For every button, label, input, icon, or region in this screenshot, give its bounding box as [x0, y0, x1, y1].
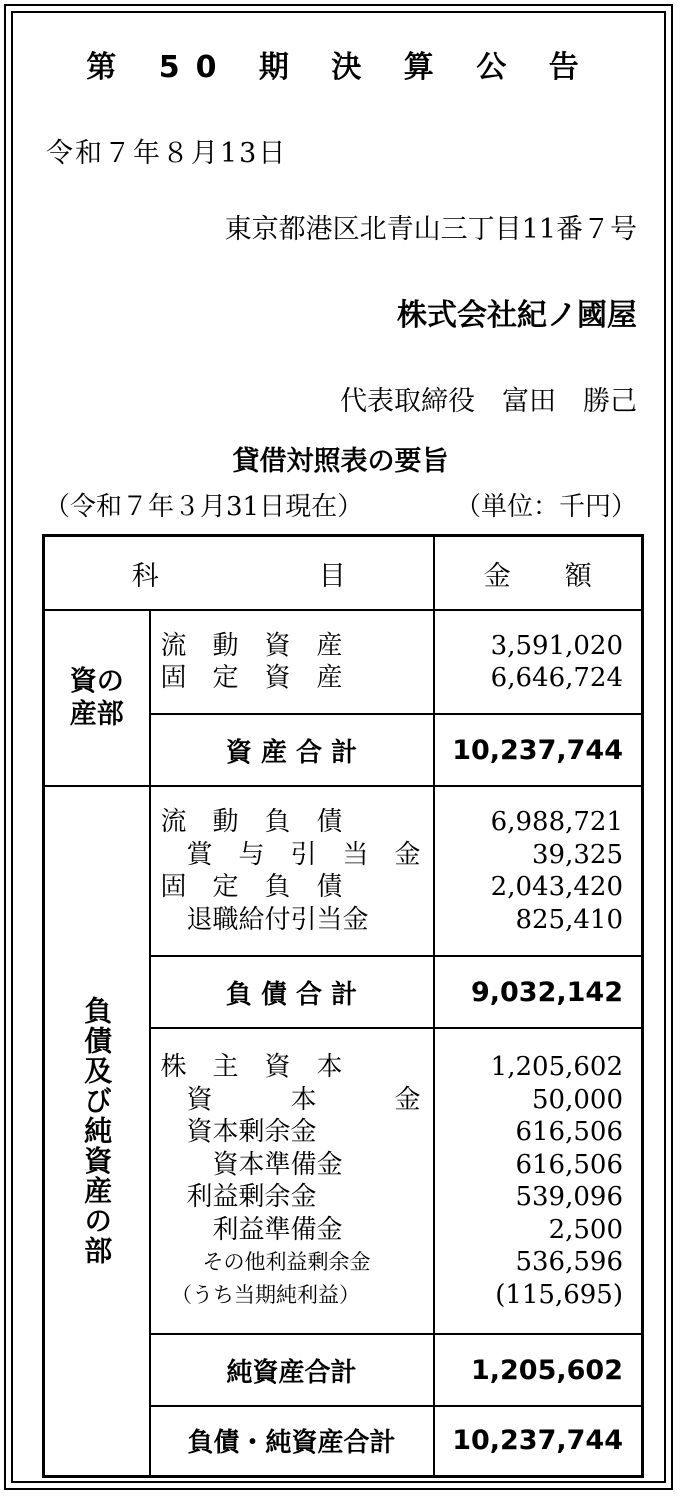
list-item: 退職給付引当金 — [160, 904, 369, 935]
list-item-value: 825,410 — [515, 904, 623, 935]
list-item: 株 主 資 本 — [160, 1052, 343, 1082]
representative: 代表取締役 富田 勝己 — [340, 386, 637, 417]
header-account-char1: 科 — [131, 560, 159, 592]
grand-total-value: 10,237,744 — [434, 1406, 643, 1476]
list-item: 利益剰余金 — [160, 1182, 317, 1212]
list-item: （うち当期純利益） — [160, 1282, 360, 1307]
liabilities-item-labels — [150, 786, 434, 956]
equity-total-label: 純資産合計 — [150, 1334, 434, 1406]
assets-items-row — [44, 610, 643, 714]
list-item: 資 本 金 — [160, 1084, 421, 1115]
liabilities-total-value: 9,032,142 — [434, 956, 643, 1028]
list-item-value: 2,043,420 — [490, 872, 623, 902]
balance-sheet-title: 貸借対照表の要旨 — [232, 446, 449, 477]
company-name: 株式会社紀ノ國屋 — [397, 298, 637, 333]
assets-item-values — [434, 610, 643, 714]
as-of-date: （令和７年３月31日現在） — [44, 492, 364, 522]
list-item-value: 39,325 — [532, 839, 623, 870]
assets-item-labels — [150, 610, 434, 714]
list-item: 固 定 資 産 — [160, 663, 343, 693]
list-item-value: 1,205,602 — [490, 1052, 623, 1082]
list-item: 利益準備金 — [160, 1214, 343, 1245]
assets-section-line2: 産部 — [69, 699, 124, 730]
liabilities-total-label: 負 債 合 計 — [150, 956, 434, 1028]
balance-sheet-table — [42, 534, 644, 1478]
assets-section-label — [44, 610, 150, 786]
assets-total-label: 資 産 合 計 — [150, 714, 434, 786]
list-item-value: (115,695) — [495, 1279, 623, 1310]
table-header-row — [44, 536, 643, 611]
header-account-char2: 目 — [318, 560, 346, 592]
list-item: 流 動 資 産 — [160, 630, 343, 661]
assets-section-line1: 資の — [69, 666, 124, 697]
list-item-value: 6,646,724 — [490, 663, 623, 693]
list-item-value: 50,000 — [532, 1084, 623, 1115]
liabilities-items-row — [44, 786, 643, 956]
unit-label: （単位：千円） — [454, 492, 637, 522]
notice-date: 令和７年８月13日 — [46, 138, 288, 169]
list-item-value: 539,096 — [515, 1182, 623, 1212]
list-item-value: 3,591,020 — [490, 630, 623, 661]
list-item-value: 6,988,721 — [490, 807, 623, 837]
list-item-value: 536,596 — [515, 1247, 623, 1277]
list-item: 固 定 負 債 — [160, 872, 343, 902]
company-address: 東京都港区北青山三丁目11番７号 — [224, 214, 637, 245]
list-item: 賞 与 引 当 金 — [160, 839, 421, 870]
liabilities-item-values — [434, 786, 643, 956]
liabilities-equity-section-label — [44, 786, 150, 1476]
list-item: 流 動 負 債 — [160, 807, 343, 837]
notice-title: 第 50 期 決 算 公 告 — [86, 50, 595, 85]
list-item: 資本準備金 — [160, 1149, 343, 1180]
header-account — [44, 536, 434, 611]
header-amount: 金 額 — [434, 536, 643, 611]
list-item: その他利益剰余金 — [160, 1250, 371, 1274]
liabilities-equity-section-text: 負債及び純資産の部 — [80, 995, 114, 1266]
equity-item-labels — [150, 1028, 434, 1334]
list-item: 資本剰余金 — [160, 1117, 317, 1147]
list-item-value: 2,500 — [548, 1214, 623, 1245]
assets-total-value: 10,237,744 — [434, 714, 643, 786]
equity-total-value: 1,205,602 — [434, 1334, 643, 1406]
list-item-value: 616,506 — [515, 1117, 623, 1147]
list-item-value: 616,506 — [515, 1149, 623, 1180]
grand-total-label: 負債・純資産合計 — [150, 1406, 434, 1476]
equity-item-values — [434, 1028, 643, 1334]
